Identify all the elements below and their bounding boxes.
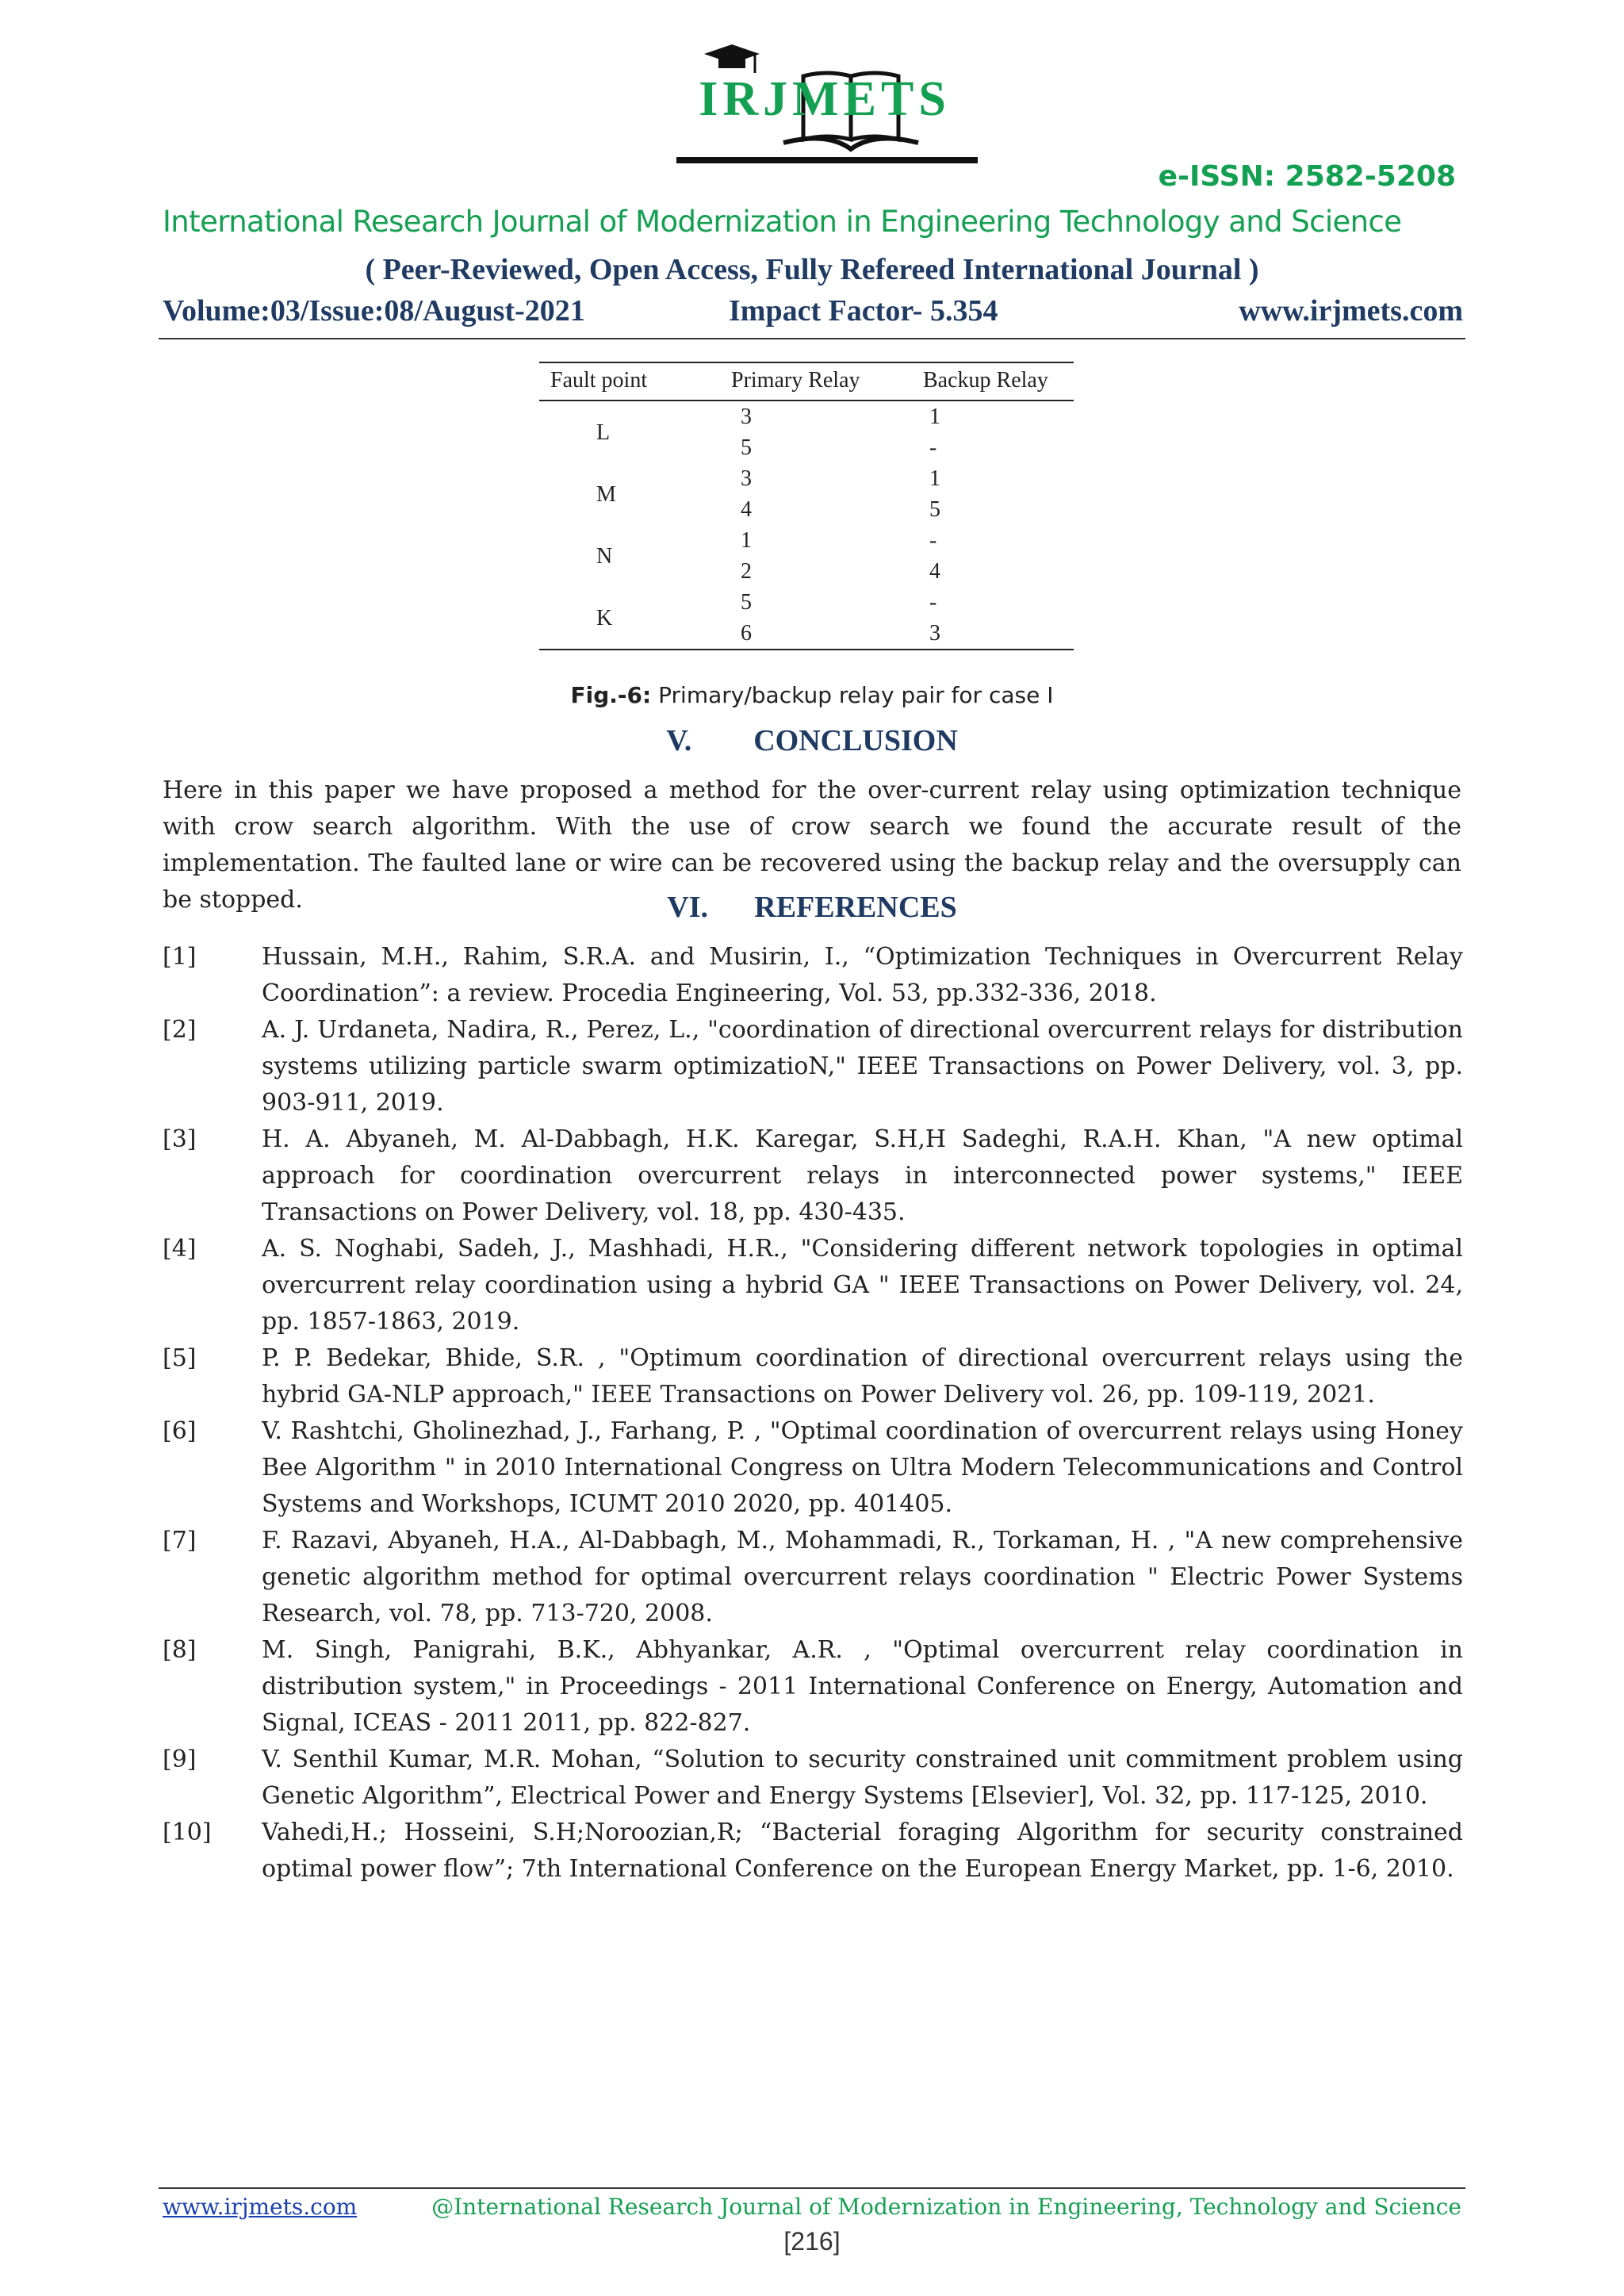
table-header-row	[539, 362, 1074, 401]
section-title: REFERENCES	[754, 891, 957, 924]
figure-caption	[0, 682, 1624, 708]
primary-relay-cell: 1	[741, 528, 752, 553]
reference-text: A. S. Noghabi, Sadeh, J., Mashhadi, H.R., "Considering different network topologies in optimal overcurrent relay coordination using a hybrid GA " IEEE Transactions on Power Delivery, vol. 24, pp. 1857-1863, 2019.	[262, 1235, 1463, 1336]
backup-relay-cell: 1	[929, 404, 940, 429]
journal-subtitle: ( Peer-Reviewed, Open Access, Fully Refereed International Journal )	[365, 253, 1259, 286]
backup-relay-cell: 5	[929, 497, 940, 522]
figure-caption-text: Primary/backup relay pair for case I	[651, 682, 1054, 708]
reference-item	[163, 1413, 1463, 1523]
footer-journal-credit: @International Research Journal of Modernization in Engineering, Technology and Science	[431, 2194, 1461, 2220]
reference-list	[163, 939, 1463, 1888]
table-row	[539, 587, 1074, 618]
logo-wordmark: IRJMETS	[699, 72, 951, 126]
reference-item	[163, 1121, 1463, 1231]
reference-number: [9]	[163, 1746, 197, 1773]
column-header: Primary Relay	[731, 362, 923, 401]
backup-relay-cell: -	[929, 590, 937, 615]
reference-number: [4]	[163, 1235, 197, 1263]
reference-text: Hussain, M.H., Rahim, S.R.A. and Musirin, I., “Optimization Techniques in Overcurrent Relay Coordination”: a review. Procedia Engineering, Vol. 53, pp.332-336, 2018.	[262, 943, 1463, 1007]
reference-item	[163, 1231, 1463, 1340]
fault-point-cell: N	[596, 543, 613, 569]
volume-issue: Volume:03/Issue:08/August-2021	[163, 294, 585, 328]
journal-title: International Research Journal of Modernization in Engineering Technology and Science	[163, 205, 1402, 239]
reference-item	[163, 1012, 1463, 1121]
fault-point-cell: K	[539, 587, 731, 650]
reference-text: V. Rashtchi, Gholinezhad, J., Farhang, P. , "Optimal coordination of overcurrent relays using Honey Bee Algorithm " in 2010 International Congress on Ultra Modern Telecommunications and Control Systems and Workshops, ICUMT 2010 2020, pp. 401405.	[262, 1417, 1463, 1518]
footer-website-link[interactable]: www.irjmets.com	[163, 2194, 358, 2220]
page-number: [216]	[783, 2227, 841, 2256]
section-heading-references	[0, 890, 1624, 925]
conclusion-paragraph: Here in this paper we have proposed a method for the over-current relay using optimization technique with crow search algorithm. With the use of crow search we found the accurate result of the implementation. The faulted lane or wire can be recovered using the backup relay and the oversupply can be stopped.	[163, 776, 1461, 914]
reference-item	[163, 1340, 1463, 1413]
backup-relay-cell: -	[929, 528, 937, 553]
table-row	[539, 525, 1074, 556]
reference-item	[163, 1815, 1463, 1888]
issue-info-row	[163, 293, 1463, 333]
column-header: Backup Relay	[923, 362, 1074, 401]
reference-number: [5]	[163, 1344, 197, 1372]
table-row	[539, 401, 1074, 432]
backup-relay-cell: 3	[923, 618, 1074, 650]
table-row	[539, 463, 1074, 494]
header-website: www.irjmets.com	[1239, 294, 1463, 328]
header-divider	[159, 338, 1465, 339]
reference-number: [8]	[163, 1636, 197, 1664]
primary-relay-cell: 5	[741, 590, 752, 615]
reference-text: V. Senthil Kumar, M.R. Mohan, “Solution to security constrained unit commitment problem using Genetic Algorithm”, Electrical Power and Energy Systems [Elsevier], Vol. 32, pp. 117-125, 2010.	[262, 1746, 1463, 1810]
reference-text: F. Razavi, Abyaneh, H.A., Al-Dabbagh, M., Mohammadi, R., Torkaman, H. , "A new comprehensive genetic algorithm method for optimal overcurrent relays coordination " Electric Power Systems Research, vol. 78, pp. 713-720, 2008.	[262, 1527, 1463, 1627]
reference-number: [6]	[163, 1417, 197, 1445]
backup-relay-cell: 1	[929, 466, 940, 491]
reference-number: [3]	[163, 1125, 197, 1153]
figure-label: Fig.-6:	[570, 682, 652, 708]
primary-relay-cell: 4	[741, 497, 752, 522]
reference-item	[163, 939, 1463, 1012]
section-heading-conclusion	[0, 723, 1624, 758]
section-number: VI.	[667, 891, 708, 924]
primary-relay-cell: 6	[731, 618, 923, 650]
reference-number: [10]	[163, 1819, 212, 1846]
reference-item	[163, 1742, 1463, 1815]
reference-item	[163, 1523, 1463, 1632]
reference-item	[163, 1632, 1463, 1742]
impact-factor: Impact Factor- 5.354	[729, 294, 998, 328]
backup-relay-cell: -	[929, 435, 937, 460]
reference-text: Vahedi,H.; Hosseini, S.H;Noroozian,R; “Bacterial foraging Algorithm for security constrained optimal power flow”; 7th International Conference on the European Energy Market, pp. 1-6, 2010.	[262, 1819, 1463, 1883]
section-number: V.	[666, 724, 692, 757]
primary-relay-cell: 3	[741, 466, 752, 491]
primary-relay-cell: 5	[741, 435, 752, 460]
column-header: Fault point	[539, 362, 731, 401]
reference-number: [1]	[163, 943, 197, 971]
reference-text: P. P. Bedekar, Bhide, S.R. , "Optimum coordination of directional overcurrent relays using the hybrid GA-NLP approach," IEEE Transactions on Power Delivery vol. 26, pp. 109-119, 2021.	[262, 1344, 1463, 1409]
reference-text: M. Singh, Panigrahi, B.K., Abhyankar, A.R. , "Optimal overcurrent relay coordination in distribution system," in Proceedings - 2011 International Conference on Energy, Automation and Signal, ICEAS - 2011 2011, pp. 822-827.	[262, 1636, 1463, 1737]
fault-point-cell: M	[596, 481, 616, 507]
reference-text: A. J. Urdaneta, Nadira, R., Perez, L., "coordination of directional overcurrent relays for distribution systems utilizing particle swarm optimizatioN," IEEE Transactions on Power Delivery, vol. 3, pp. 903-911, 2019.	[262, 1016, 1463, 1117]
footer-divider	[159, 2187, 1465, 2189]
reference-number: [7]	[163, 1527, 197, 1554]
issn: e-ISSN: 2582-5208	[1158, 160, 1456, 193]
reference-text: H. A. Abyaneh, M. Al-Dabbagh, H.K. Karegar, S.H,H Sadeghi, R.A.H. Khan, "A new optimal approach for coordination overcurrent relays in interconnected power systems," IEEE Transactions on Power Delivery, vol. 18, pp. 430-435.	[262, 1125, 1463, 1226]
backup-relay-cell: 4	[929, 559, 940, 584]
section-title: CONCLUSION	[753, 724, 958, 757]
primary-relay-cell: 3	[741, 404, 752, 429]
fault-point-cell: L	[596, 420, 611, 445]
reference-number: [2]	[163, 1016, 197, 1044]
primary-relay-cell: 2	[741, 559, 752, 584]
relay-pair-table	[539, 362, 1074, 650]
